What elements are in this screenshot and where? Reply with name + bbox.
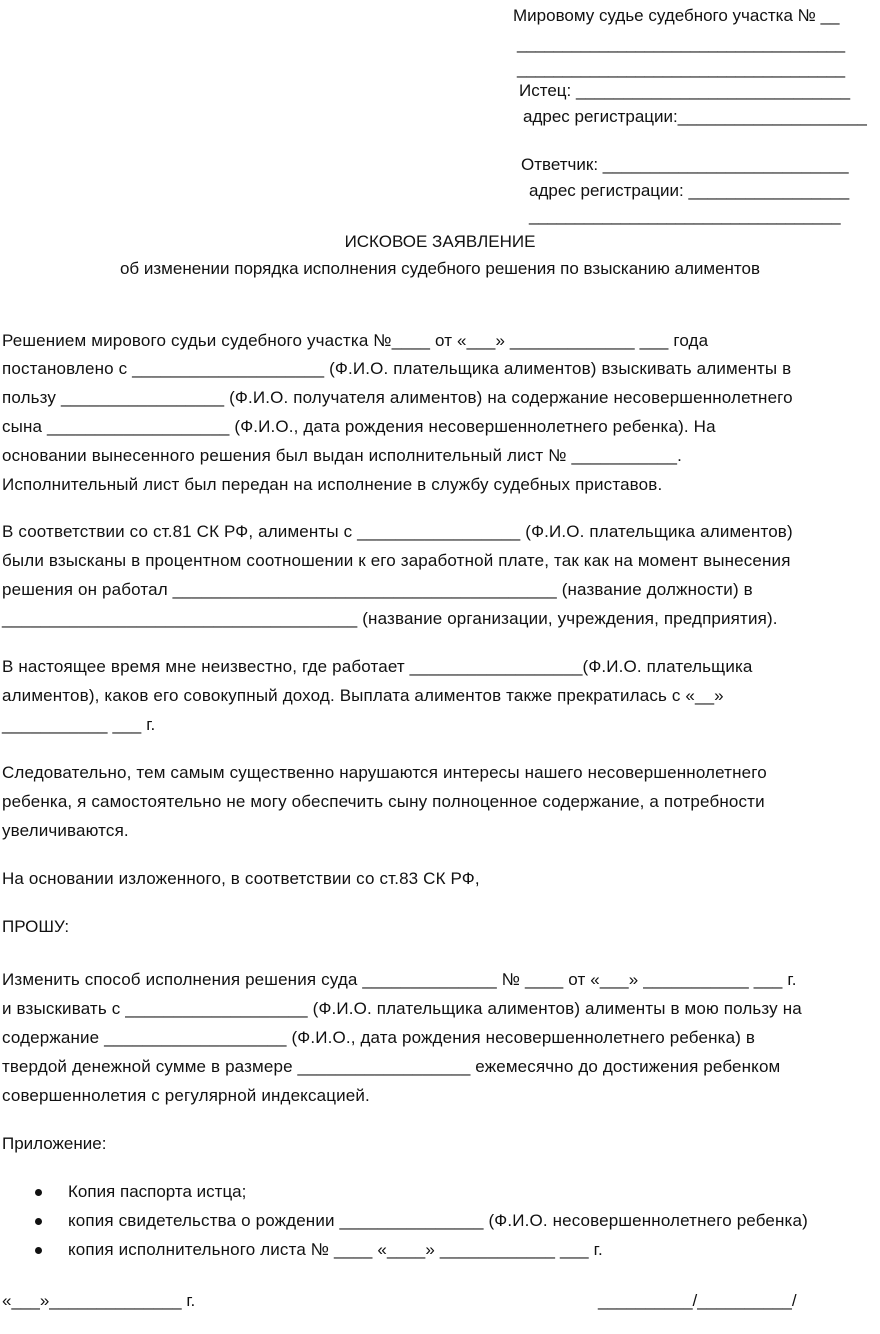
paragraph-line: твердой денежной сумме в размере __________________ ежемесячно до достижения ребенком — [2, 1057, 781, 1076]
paragraph-line: сына ___________________ (Ф.И.О., дата рождения несовершеннолетнего ребенка). На — [2, 417, 716, 436]
paragraph-line: ___________ ___ г. — [2, 715, 156, 734]
bullet-icon — [35, 1189, 42, 1196]
signature-field: __________/__________/ — [598, 1291, 797, 1310]
bullet-icon — [35, 1247, 42, 1254]
paragraph-line: совершеннолетия с регулярной индексацией. — [2, 1086, 370, 1105]
plaintiff-address-field: адрес регистрации:____________________ — [523, 107, 867, 126]
paragraph-line: Решением мирового судьи судебного участка №____ от «___» _____________ ___ года — [2, 331, 709, 350]
addressee-blank-line: ____________________________________ — [517, 59, 845, 78]
addressee-judge: Мировому судье судебного участка № __ — [513, 6, 840, 25]
plaintiff-name-field: Истец: _____________________________ — [519, 81, 851, 100]
document-title: ИСКОВОЕ ЗАЯВЛЕНИЕ — [344, 232, 536, 251]
paragraph-line: Следовательно, тем самым существенно нарушаются интересы нашего несовершеннолетнего — [2, 763, 767, 782]
signature-date-field: «___»______________ г. — [2, 1291, 196, 1310]
request-heading: ПРОШУ: — [2, 917, 70, 936]
paragraph-line: _____________________________________ (название организации, учреждения, предприятия). — [2, 609, 778, 628]
document-subtitle: об изменении порядка исполнения судебного решения по взысканию алиментов — [119, 259, 761, 278]
paragraph-line: основании вынесенного решения был выдан исполнительный лист № ___________. — [2, 446, 683, 465]
defendant-name-field: Ответчик: __________________________ — [521, 155, 849, 174]
paragraph-line: алиментов), каков его совокупный доход. Выплата алиментов также прекратилась с «__» — [2, 686, 724, 705]
paragraph-line: и взыскивать с ___________________ (Ф.И.О. плательщика алиментов) алименты в мою пользу на — [2, 999, 802, 1018]
paragraph-line: Исполнительный лист был передан на исполнение в службу судебных приставов. — [2, 475, 663, 494]
bullet-icon — [35, 1218, 42, 1225]
paragraph-line: ребенка, я самостоятельно не могу обеспечить сыну полноценное содержание, а потребности — [2, 792, 765, 811]
paragraph-line: увеличиваются. — [2, 821, 129, 840]
paragraph-line: решения он работал ________________________________________ (название должности) в — [2, 580, 753, 599]
defendant-address-field: адрес регистрации: _________________ — [529, 181, 850, 200]
paragraph-line: были взысканы в процентном соотношении к его заработной плате, так как на момент вынесения — [2, 551, 791, 570]
paragraph-line: пользу _________________ (Ф.И.О. получателя алиментов) на содержание несовершеннолетнего — [2, 388, 793, 407]
attachment-label: копия свидетельства о рождении _______________ (Ф.И.О. несовершеннолетнего ребенка) — [68, 1211, 808, 1230]
defendant-address-blank-line: __________________________________ — [529, 206, 841, 225]
paragraph-line: содержание ___________________ (Ф.И.О., дата рождения несовершеннолетнего ребенка) в — [2, 1028, 756, 1047]
paragraph-line: В настоящее время мне неизвестно, где работает __________________(Ф.И.О. плательщика — [2, 657, 753, 676]
attachment-label: Копия паспорта истца; — [68, 1182, 247, 1201]
paragraph-line: постановлено с ____________________ (Ф.И.О. плательщика алиментов) взыскивать алименты в — [2, 359, 792, 378]
attachment-label: копия исполнительного листа № ____ «____» ____________ ___ г. — [68, 1240, 603, 1259]
paragraph-line: Изменить способ исполнения решения суда ______________ № ____ от «___» ___________ ___ г. — [2, 970, 797, 989]
attachments-heading: Приложение: — [2, 1134, 107, 1153]
addressee-blank-line: ____________________________________ — [517, 34, 845, 53]
paragraph-line: В соответствии со ст.81 СК РФ, алименты с _________________ (Ф.И.О. плательщика алиментов) — [2, 522, 793, 541]
paragraph-legal-basis: На основании изложенного, в соответствии со ст.83 СК РФ, — [2, 869, 480, 888]
